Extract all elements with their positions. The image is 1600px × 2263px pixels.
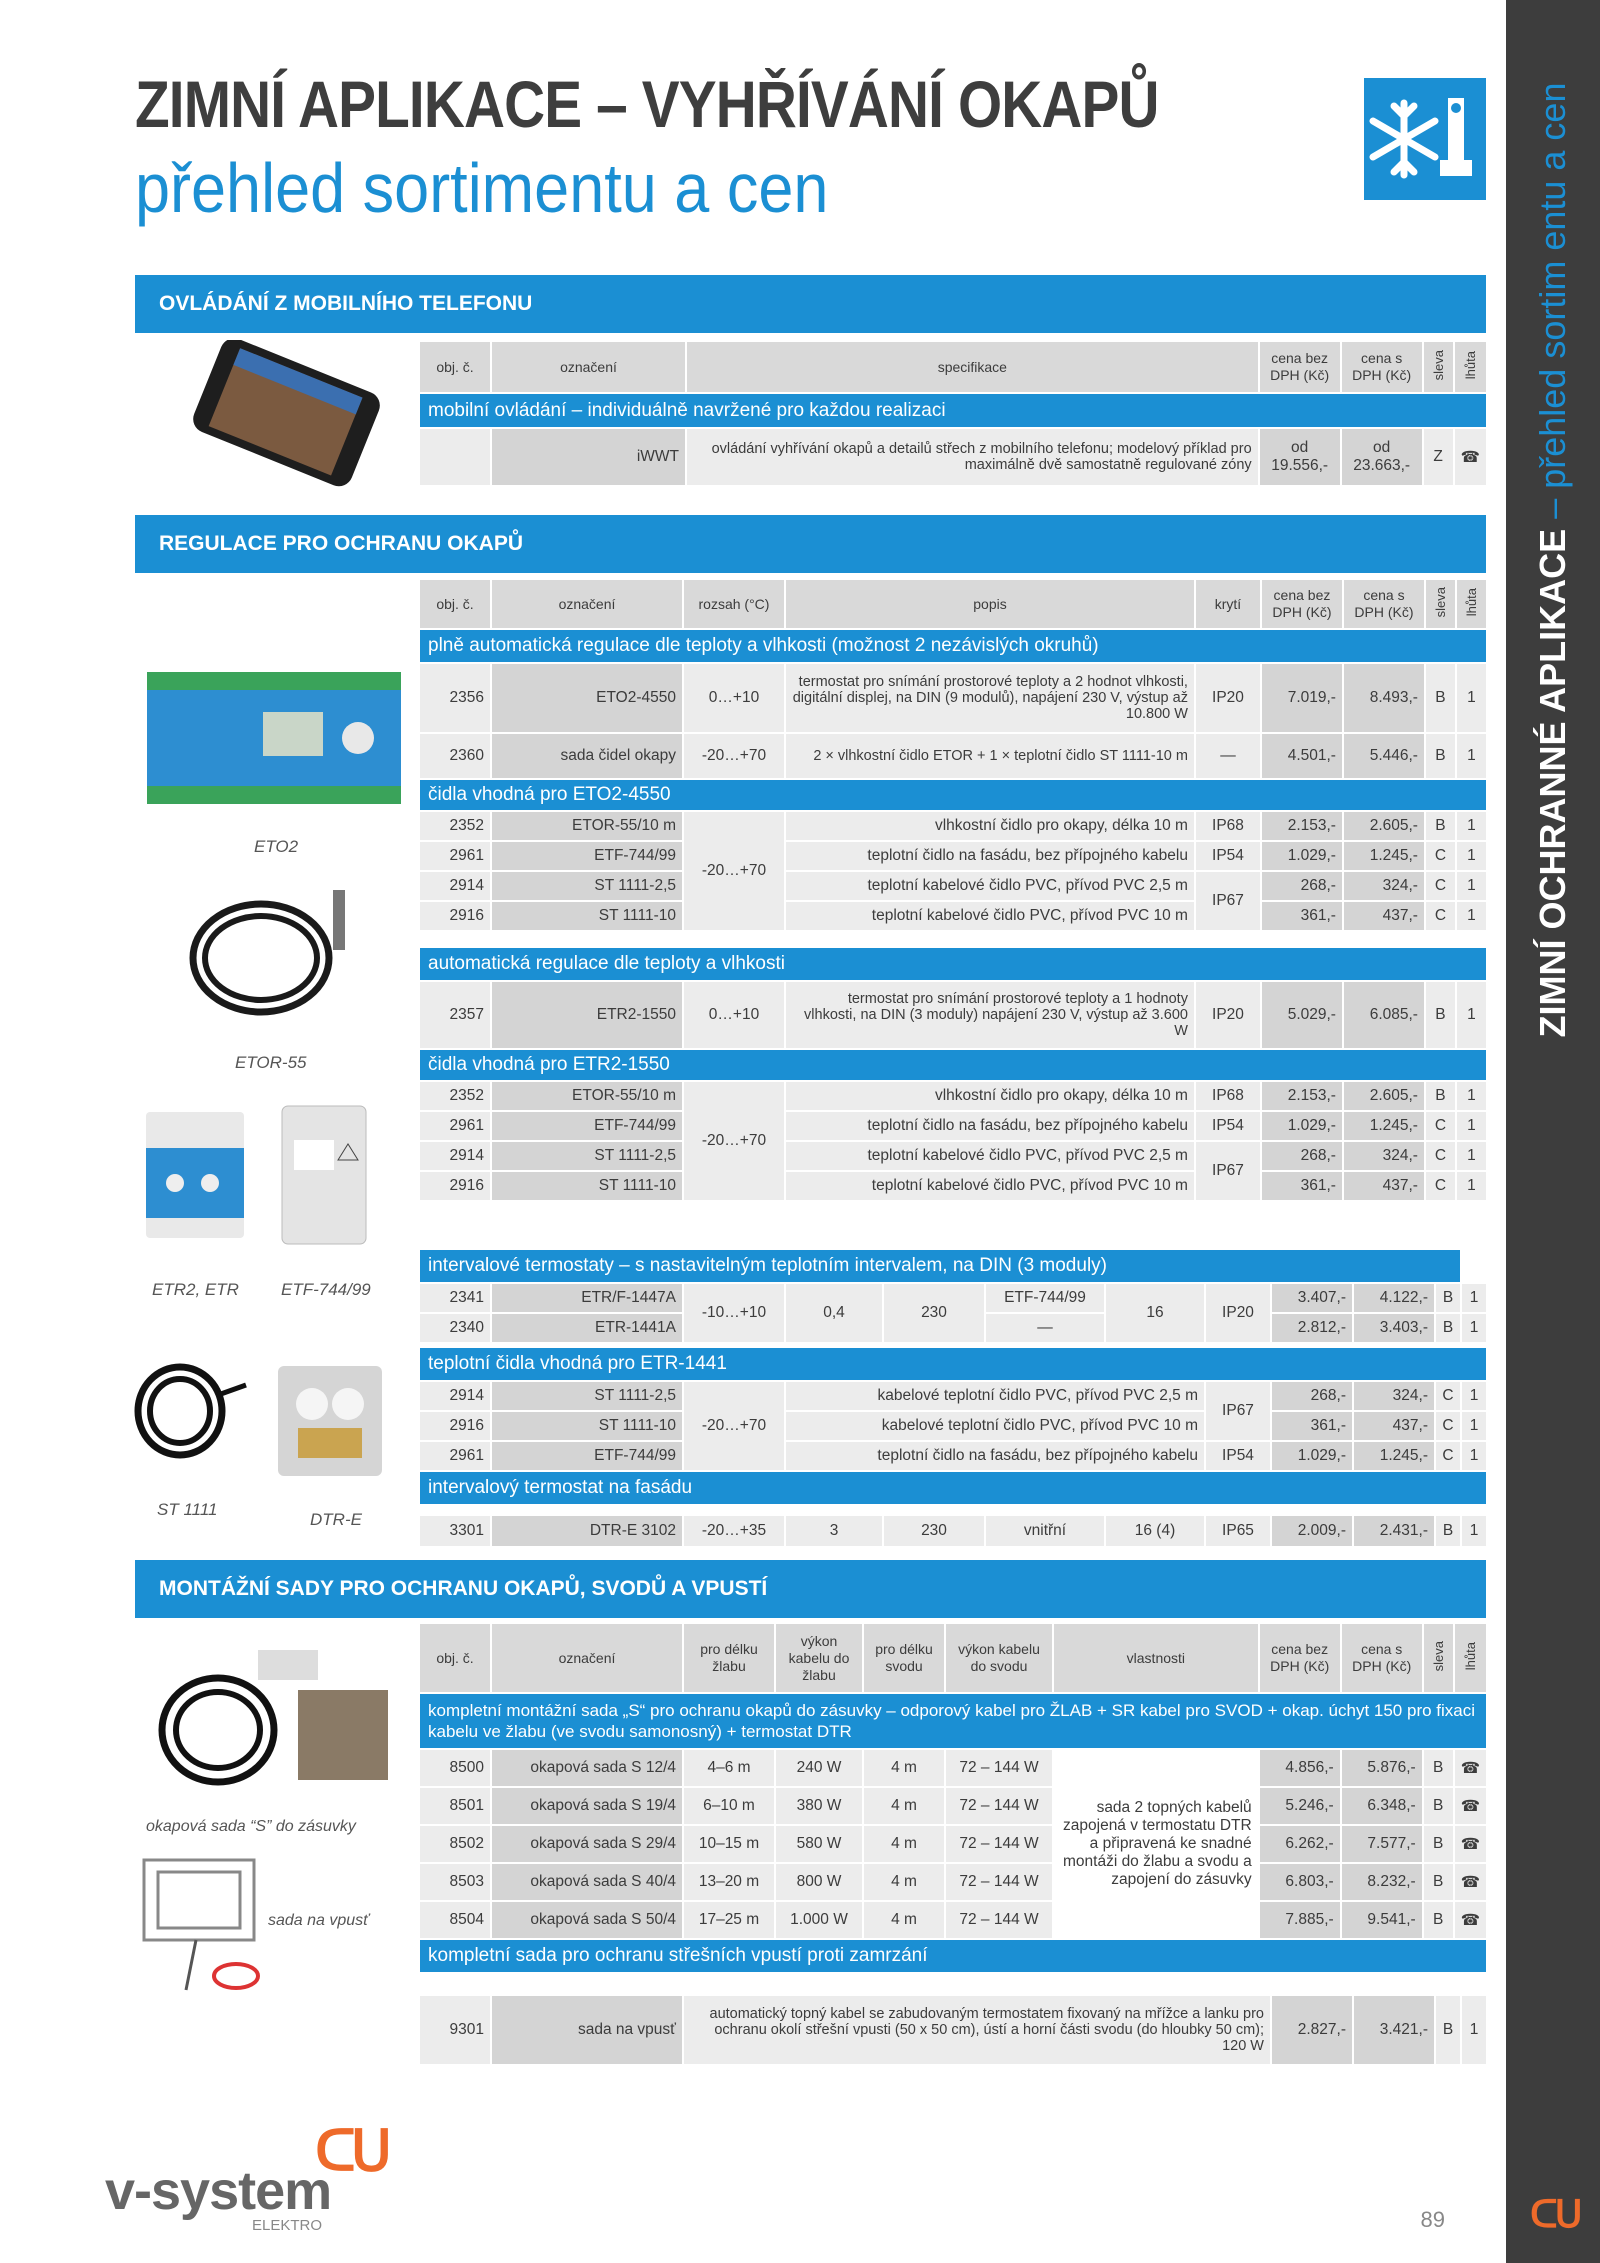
table-cell: -20…+70 [684,734,784,778]
col-vsvod: výkon kabelu do svodu [946,1624,1052,1692]
table-cell: 5.876,- [1342,1750,1422,1786]
col-bez: cena bez DPH (Kč) [1260,1624,1340,1692]
table-cell: ☎ [1455,1750,1486,1786]
table-cell: 361,- [1272,1412,1352,1440]
table-cell: ST 1111-10 [492,1172,682,1200]
table-cell: B [1424,1826,1453,1862]
table-cell: 2.009,- [1272,1516,1352,1546]
table-cell: ETR-1441A [492,1314,682,1342]
etf-image [276,1100,372,1250]
table-cell: 4–6 m [684,1750,774,1786]
table-cell: 2916 [420,1412,490,1440]
table-cell: 72 – 144 W [946,1864,1052,1900]
table-cell: B [1436,1314,1460,1342]
table-cell: 8.493,- [1344,664,1424,732]
table-cell: 4.856,- [1260,1750,1340,1786]
caption-dtre: DTR-E [310,1510,362,1529]
side-subtitle: – přehled sortim entu a cen [1532,82,1573,519]
table-cell: ☎ [1455,1826,1486,1862]
table-cell: 2356 [420,664,490,732]
table-cell: sada 2 topných kabelů zapojená v termostatu DTR a připravená ke snadné montáži do žlabu a svodu a zapojení do zásuvky [1054,1750,1258,1938]
table-cell: IP67 [1206,1382,1270,1440]
group-header: čidla vhodná pro ETO2-4550 [420,780,1486,810]
table-cell: ETR/F-1447A [492,1284,682,1312]
brand-sub: ELEKTRO [252,2217,323,2234]
table-cell: 437,- [1344,1172,1424,1200]
regulace-table [418,578,1488,1218]
table-cell: 1 [1462,1382,1486,1410]
table-cell: B [1424,1750,1453,1786]
table-cell: IP54 [1196,1112,1260,1140]
table-cell: IP54 [1206,1442,1270,1470]
table-cell: B [1426,812,1455,840]
table-cell: okapová sada S 50/4 [492,1902,682,1938]
table-cell: od 23.663,- [1342,429,1422,485]
table-cell: B [1436,1996,1460,2064]
table-cell: 324,- [1344,872,1424,900]
table-cell: 1 [1457,1172,1486,1200]
table-cell: 2357 [420,982,490,1048]
col-sleva: sleva [1430,349,1446,381]
col-bez: cena bez DPH (Kč) [1260,342,1340,392]
table-cell: 1 [1457,902,1486,930]
page-subtitle: přehled sortimentu a cen [135,149,829,227]
table-cell: IP54 [1196,842,1260,870]
table-cell: 6–10 m [684,1788,774,1824]
okapova-sada-image [148,1630,398,1800]
caption-vpust: sada na vpusť [268,1912,369,1929]
group-header: intervalové termostaty – s nastavitelným teplotním intervalem, na DIN (3 moduly) [420,1250,1460,1282]
mobile-table [418,340,1488,487]
col-popis: popis [786,580,1194,628]
table-cell: od 19.556,- [1260,429,1340,485]
table-cell: 2914 [420,1142,490,1170]
table-cell: ETF-744/99 [492,1442,682,1470]
table-cell: teplotní kabelové čidlo PVC, přívod PVC 2,5 m [786,872,1194,900]
table-cell: 5.446,- [1344,734,1424,778]
table-cell: ST 1111-2,5 [492,872,682,900]
table-cell: 437,- [1344,902,1424,930]
table-cell: 16 (4) [1106,1516,1204,1546]
col-s: cena s DPH (Kč) [1344,580,1424,628]
group-header: intervalový termostat na fasádu [420,1472,1486,1504]
table-cell: 3.407,- [1272,1284,1352,1312]
table-cell: ST 1111-10 [492,1412,682,1440]
vpust-table [418,1994,1488,2066]
table-cell: 2352 [420,1082,490,1110]
table-cell: 0…+10 [684,982,784,1048]
table-cell: 7.577,- [1342,1826,1422,1862]
table-cell: okapová sada S 12/4 [492,1750,682,1786]
table-cell: B [1426,1082,1455,1110]
table-cell: 2914 [420,1382,490,1410]
col-svod: pro délku svodu [864,1624,944,1692]
table-cell: 324,- [1344,1142,1424,1170]
table-cell: 380 W [776,1788,862,1824]
table-cell: kabelové teplotní čidlo PVC, přívod PVC 2,5 m [786,1382,1204,1410]
table-cell: 72 – 144 W [946,1750,1052,1786]
col-obj: obj. č. [420,1624,490,1692]
table-cell: 240 W [776,1750,862,1786]
table-cell: IP67 [1196,872,1260,930]
table-cell: — [1196,734,1260,778]
table-cell: 72 – 144 W [946,1902,1052,1938]
table-cell: sada na vpusť [492,1996,682,2064]
table-cell: IP20 [1196,982,1260,1048]
table-cell: okapová sada S 40/4 [492,1864,682,1900]
table-cell: 3.403,- [1354,1314,1434,1342]
table-cell: 2.153,- [1262,1082,1342,1110]
table-cell: C [1426,1112,1455,1140]
page-title: ZIMNÍ APLIKACE – VYHŘÍVÁNÍ OKAPŮ [135,67,1159,141]
table-cell: ST 1111-2,5 [492,1142,682,1170]
table-cell: C [1426,902,1455,930]
table-cell: ST 1111-2,5 [492,1382,682,1410]
col-ozn: označení [492,580,682,628]
table-cell: 1 [1462,1996,1486,2064]
table-cell: DTR-E 3102 [492,1516,682,1546]
table-cell: 1 [1457,872,1486,900]
table-cell: 0…+10 [684,664,784,732]
table-cell: 72 – 144 W [946,1826,1052,1862]
table-cell: vlhkostní čidlo pro okapy, délka 10 m [786,1082,1194,1110]
table-cell: Z [1424,429,1453,485]
table-cell: 361,- [1262,1172,1342,1200]
table-cell: C [1436,1442,1460,1470]
group-header: mobilní ovládání – individuálně navržené pro každou realizaci [420,394,1486,427]
table-cell: IP65 [1206,1516,1270,1546]
table-cell: ☎ [1455,1902,1486,1938]
table-cell: 17–25 m [684,1902,774,1938]
section-header-regulace: REGULACE PRO OCHRANU OKAPŮ [135,515,1486,573]
table-cell: B [1436,1516,1460,1546]
table-cell: B [1426,664,1455,732]
table-cell: 6.803,- [1260,1864,1340,1900]
col-lhuta: lhůta [1462,350,1478,380]
table-cell: B [1424,1902,1453,1938]
table-cell: 1 [1462,1284,1486,1312]
table-cell: 1.245,- [1344,842,1424,870]
table-cell: 1 [1462,1516,1486,1546]
table-cell: 4 m [864,1902,944,1938]
table-cell: 230 [884,1516,984,1546]
table-cell: teplotní kabelové čidlo PVC, přívod PVC 2,5 m [786,1142,1194,1170]
table-cell: 8503 [420,1864,490,1900]
table-cell: ETOR-55/10 m [492,1082,682,1110]
group-header: kompletní sada pro ochranu střešních vpustí proti zamrzání [420,1940,1486,1972]
table-cell: 2.812,- [1272,1314,1352,1342]
table-cell: 2360 [420,734,490,778]
table-cell: ovládání vyhřívání okapů a detailů střech z mobilního telefonu; modelový příklad pro maximálně dvě samostatně regulované zóny [687,429,1258,485]
col-sleva: sleva [1432,586,1448,618]
table-cell: 2961 [420,842,490,870]
table-cell: iWWT [492,429,685,485]
table-cell: 1 [1462,1442,1486,1470]
caption-sada-s: okapová sada “S” do zásuvky [146,1818,356,1835]
caption-etr2: ETR2, ETR [152,1280,239,1299]
col-ozn: označení [492,1624,682,1692]
st1111-image [130,1355,250,1465]
table-cell: 1.245,- [1354,1442,1434,1470]
col-ozn: označení [492,342,685,392]
table-cell: — [986,1314,1104,1342]
table-cell: B [1426,982,1455,1048]
brand-name: v-system [105,2161,332,2221]
table-cell: B [1426,734,1455,778]
table-cell: ETR2-1550 [492,982,682,1048]
table-cell: 1 [1462,1412,1486,1440]
table-cell: teplotní čidlo na fasádu, bez přípojného kabelu [786,1442,1204,1470]
table-cell: ☎ [1455,1788,1486,1824]
table-cell: 800 W [776,1864,862,1900]
table-cell: 16 [1106,1284,1204,1342]
col-s: cena s DPH (Kč) [1342,342,1422,392]
interval-table [418,1248,1488,1344]
table-cell: 3.421,- [1354,1996,1434,2064]
side-banner [1506,0,1600,2263]
col-vlast: vlastnosti [1054,1624,1258,1692]
table-cell: 2916 [420,1172,490,1200]
brand-logo-icon: ᑕᑌ [315,2119,387,2182]
table-cell: C [1426,842,1455,870]
table-cell: 5.029,- [1262,982,1342,1048]
table-cell: vlhkostní čidlo pro okapy, délka 10 m [786,812,1194,840]
table-cell: IP68 [1196,812,1260,840]
sady-table [418,1622,1488,1974]
table-cell: 268,- [1272,1382,1352,1410]
table-cell: automatický topný kabel se zabudovaným termostatem fixovaný na mřížce a lanku pro ochranu okolí střešní vpusti (50 x 50 cm), ústí a horní části svodu (do hloubky 50 cm); 120 W [684,1996,1270,2064]
table-cell: 1.029,- [1262,842,1342,870]
table-cell: 4 m [864,1750,944,1786]
table-cell: -20…+35 [684,1516,784,1546]
table-cell: 6.085,- [1344,982,1424,1048]
col-vykon: výkon kabelu do žlabu [776,1624,862,1692]
phone-image [160,340,400,490]
table-cell: 2914 [420,872,490,900]
table-cell: ETO2-4550 [492,664,682,732]
table-cell: 2.605,- [1344,1082,1424,1110]
table-cell: 72 – 144 W [946,1788,1052,1824]
table-cell: 580 W [776,1826,862,1862]
table-cell: IP20 [1196,664,1260,732]
table-cell: okapová sada S 19/4 [492,1788,682,1824]
col-sleva: sleva [1430,1640,1446,1672]
table-cell: teplotní kabelové čidlo PVC, přívod PVC 10 m [786,1172,1194,1200]
etr2-image [140,1108,250,1243]
table-cell: 4.501,- [1262,734,1342,778]
table-cell: 4 m [864,1826,944,1862]
table-cell: 2.153,- [1262,812,1342,840]
brand-mark-icon: ᑕᑌ [1530,2194,1580,2236]
group-header: automatická regulace dle teploty a vlhkosti [420,948,1486,980]
etr1441-sensors-table [418,1346,1488,1506]
table-cell: 2341 [420,1284,490,1312]
table-cell: C [1426,872,1455,900]
table-cell: 1 [1462,1314,1486,1342]
table-cell: 2961 [420,1112,490,1140]
table-cell: 2340 [420,1314,490,1342]
table-cell: B [1424,1788,1453,1824]
col-obj: obj. č. [420,342,490,392]
table-cell: ☎ [1455,429,1486,485]
table-cell: 1.000 W [776,1902,862,1938]
table-cell: 3 [786,1516,882,1546]
table-cell: 268,- [1262,1142,1342,1170]
table-cell: ETF-744/99 [986,1284,1104,1312]
caption-etf: ETF-744/99 [281,1280,371,1299]
group-header: čidla vhodná pro ETR2-1550 [420,1050,1486,1080]
table-cell: 6.348,- [1342,1788,1422,1824]
table-cell: C [1426,1172,1455,1200]
table-cell: termostat pro snímání prostorové teploty a 2 hodnot vlhkosti, digitální displej, na DIN (9 modulů), napájení 230 V, výstup až 10.800 W [786,664,1194,732]
table-cell: 2916 [420,902,490,930]
col-rozsah: rozsah (°C) [684,580,784,628]
table-cell: 8.232,- [1342,1864,1422,1900]
table-cell: 1 [1457,734,1486,778]
table-cell: IP67 [1196,1142,1260,1200]
table-cell: 1 [1457,1082,1486,1110]
caption-st: ST 1111 [157,1500,218,1519]
table-cell: teplotní čidlo na fasádu, bez přípojného kabelu [786,842,1194,870]
snowflake-icon [1364,78,1486,200]
table-cell: 7.019,- [1262,664,1342,732]
table-cell: ETF-744/99 [492,842,682,870]
table-cell: 2.827,- [1272,1996,1352,2064]
table-cell: 1.029,- [1272,1442,1352,1470]
table-cell: 437,- [1354,1412,1434,1440]
col-s: cena s DPH (Kč) [1342,1624,1422,1692]
table-cell: 8501 [420,1788,490,1824]
table-cell: 1 [1457,812,1486,840]
table-cell: sada čidel okapy [492,734,682,778]
table-cell: -20…+70 [684,1382,784,1470]
section-header-mobile: OVLÁDÁNÍ Z MOBILNÍHO TELEFONU [135,275,1486,333]
group-header: kompletní montážní sada „S“ pro ochranu okapů do zásuvky – odporový kabel pro ŽLAB + SR kabel pro SVOD + okap. úchyt 150 pro fixaci kabelu ve žlabu (ve svodu samonosný) + termostat DTR [420,1694,1486,1748]
table-cell: 8500 [420,1750,490,1786]
table-cell: 2961 [420,1442,490,1470]
table-cell: 0,4 [786,1284,882,1342]
table-cell: 1 [1457,842,1486,870]
table-cell: teplotní čidlo na fasádu, bez přípojného kabelu [786,1112,1194,1140]
eto2-image [143,664,405,812]
table-cell: -10…+10 [684,1284,784,1342]
table-cell: 268,- [1262,872,1342,900]
table-cell: 2.605,- [1344,812,1424,840]
table-cell: B [1436,1284,1460,1312]
dtre-image [274,1362,386,1480]
table-cell: 7.885,- [1260,1902,1340,1938]
table-cell: 230 [884,1284,984,1342]
col-lhuta: lhůta [1462,1641,1478,1671]
table-cell: 1.245,- [1344,1112,1424,1140]
caption-eto2: ETO2 [254,837,299,856]
table-cell: 4.122,- [1354,1284,1434,1312]
group-header: plně automatická regulace dle teploty a vlhkosti (možnost 2 nezávislých okruhů) [420,630,1486,662]
table-cell: C [1436,1412,1460,1440]
table-cell: IP20 [1206,1284,1270,1342]
table-cell: okapová sada S 29/4 [492,1826,682,1862]
section-header-sady: MONTÁŽNÍ SADY PRO OCHRANU OKAPŮ, SVODŮ A VPUSTÍ [135,1560,1486,1618]
table-cell: teplotní kabelové čidlo PVC, přívod PVC 10 m [786,902,1194,930]
group-header: teplotní čidla vhodná pro ETR-1441 [420,1348,1486,1380]
table-cell: 1 [1457,982,1486,1048]
table-cell: vnitřní [986,1516,1104,1546]
table-cell: 1 [1457,664,1486,732]
table-cell: ST 1111-10 [492,902,682,930]
col-delka: pro délku žlabu [684,1624,774,1692]
page-number: 89 [1420,2207,1445,2232]
table-cell: kabelové teplotní čidlo PVC, přívod PVC 10 m [786,1412,1204,1440]
table-cell: 1 [1457,1142,1486,1170]
caption-etor: ETOR-55 [235,1053,307,1072]
table-cell: termostat pro snímání prostorové teploty a 1 hodnoty vlhkosti, na DIN (3 moduly) napájení 230 V, výstup až 3.600 W [786,982,1194,1048]
table-cell: B [1424,1864,1453,1900]
table-cell: -20…+70 [684,812,784,930]
side-title: ZIMNÍ OCHRANNÉ APLIKACE [1532,528,1573,1038]
col-lhuta: lhůta [1463,587,1479,617]
table-cell: 2.431,- [1354,1516,1434,1546]
table-cell: 9.541,- [1342,1902,1422,1938]
table-cell: 4 m [864,1864,944,1900]
col-bez: cena bez DPH (Kč) [1262,580,1342,628]
table-cell: 324,- [1354,1382,1434,1410]
table-cell: C [1436,1382,1460,1410]
table-cell: 8502 [420,1826,490,1862]
table-cell: -20…+70 [684,1082,784,1200]
table-cell: ETF-744/99 [492,1112,682,1140]
table-cell: 6.262,- [1260,1826,1340,1862]
col-kryti: krytí [1196,580,1260,628]
fasada-table [418,1514,1488,1548]
table-cell: IP68 [1196,1082,1260,1110]
col-spec: specifikace [687,342,1258,392]
table-cell: C [1426,1142,1455,1170]
etor-image [183,880,358,1035]
table-cell: 2352 [420,812,490,840]
table-cell: ETOR-55/10 m [492,812,682,840]
vpust-image [136,1850,266,2000]
table-cell: 2 × vlhkostní čidlo ETOR + 1 × teplotní čidlo ST 1111-10 m [786,734,1194,778]
table-cell: 1 [1457,1112,1486,1140]
table-cell: 8504 [420,1902,490,1938]
table-cell: 3301 [420,1516,490,1546]
table-cell: 4 m [864,1788,944,1824]
table-cell: 9301 [420,1996,490,2064]
table-cell: 361,- [1262,902,1342,930]
table-cell: ☎ [1455,1864,1486,1900]
col-obj: obj. č. [420,580,490,628]
table-cell: 10–15 m [684,1826,774,1862]
table-cell: 5.246,- [1260,1788,1340,1824]
table-cell: 1.029,- [1262,1112,1342,1140]
table-cell: 13–20 m [684,1864,774,1900]
